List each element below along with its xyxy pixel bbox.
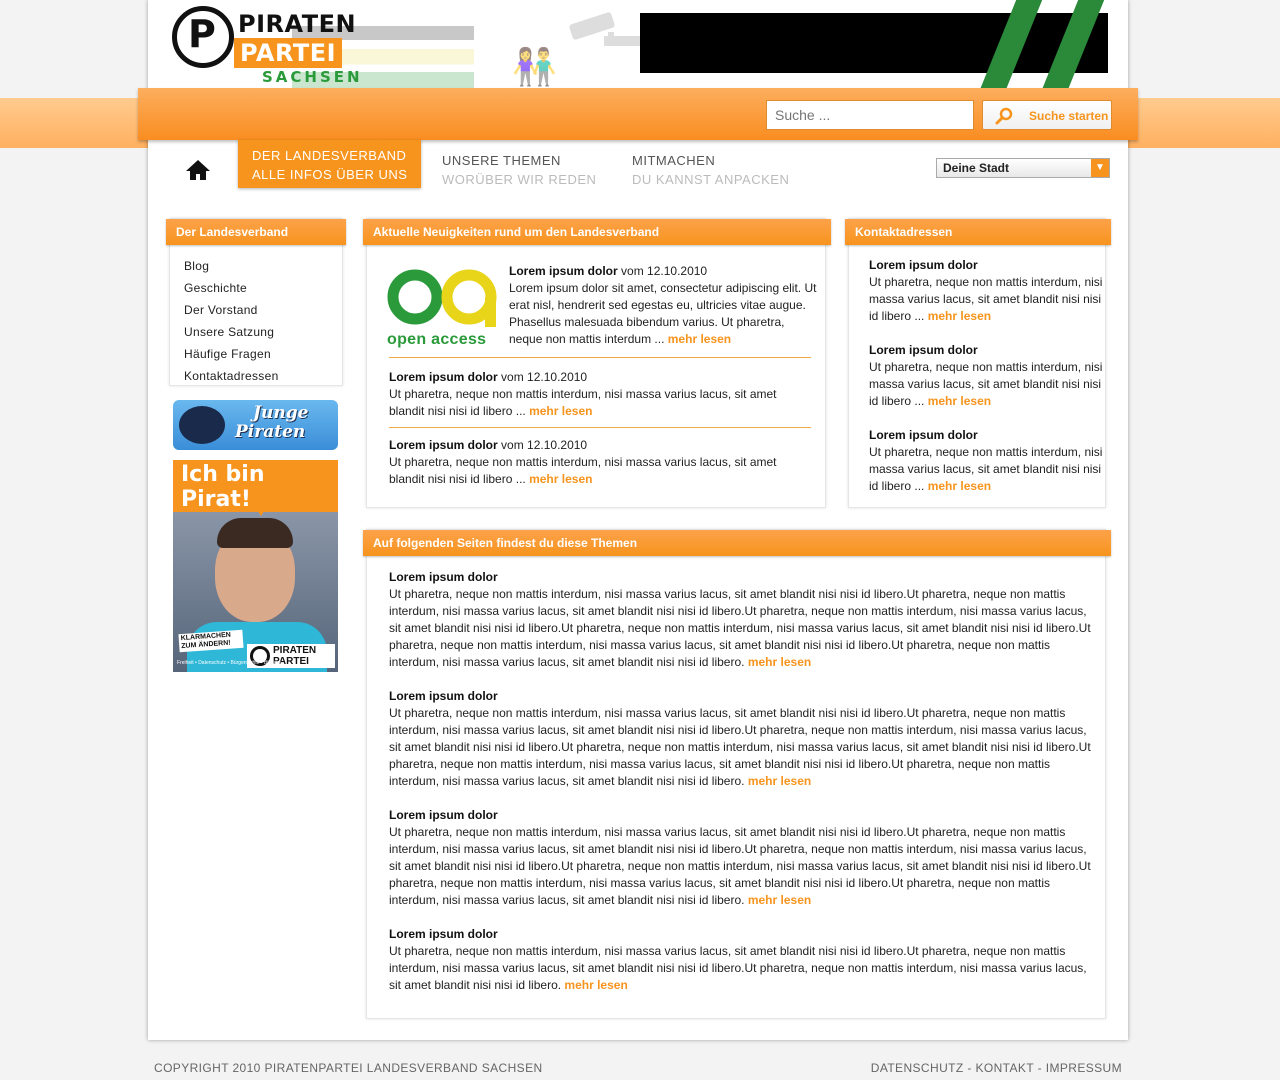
contact-text: Ut pharetra, neque non mattis interdum, nisi massa varius lacus, sit amet blandit nisi nisi id libero ...	[869, 275, 1103, 323]
logo-text-sachsen: SACHSEN	[262, 68, 363, 86]
sidebar-item-kontaktadressen[interactable]: Kontaktadressen	[184, 369, 279, 383]
open-access-text: open access	[387, 331, 487, 348]
contacts-title: Kontaktadressen	[845, 219, 1111, 245]
themes-title: Auf folgenden Seiten findest du diese Themen	[363, 530, 1111, 556]
news-divider	[389, 427, 811, 428]
footer	[148, 1056, 1128, 1080]
klarmachen-sticker: KLARMACHEN ZUM ÄNDERN!	[178, 630, 243, 652]
search-toolbar	[138, 88, 1138, 140]
news-headline: Lorem ipsum dolor	[389, 370, 498, 384]
contact-headline: Lorem ipsum dolor	[869, 343, 978, 357]
piratenpartei-logo-line1: PIRATEN	[273, 645, 317, 656]
people-icon: 👫	[512, 46, 557, 87]
sidebar-item-blog[interactable]: Blog	[184, 259, 210, 273]
contact-headline: Lorem ipsum dolor	[869, 428, 978, 442]
nav-item-title: DER LANDESVERBAND	[252, 148, 407, 163]
read-more-link[interactable]: mehr lesen	[667, 332, 732, 346]
city-select-value: Deine Stadt	[943, 161, 1010, 175]
news-item	[389, 369, 809, 420]
logo-text-piraten: PIRATEN	[238, 10, 357, 38]
theme-item	[389, 688, 1099, 790]
pirate-flag-icon: P	[172, 6, 234, 68]
footer-links	[871, 1061, 1122, 1075]
news-item	[509, 263, 817, 348]
ich-bin-pirat-title: Ich bin Pirat!	[181, 462, 265, 512]
read-more-link[interactable]: mehr lesen	[564, 978, 628, 992]
news-headline: Lorem ipsum dolor	[509, 264, 618, 278]
news-title: Aktuelle Neuigkeiten rund um den Landesverband	[363, 219, 831, 245]
search-button-label: Suche starten	[1029, 109, 1109, 123]
nav-item-themen[interactable]	[428, 145, 610, 193]
surveillance-camera-icon	[564, 10, 644, 56]
nav-item-subtitle: WORÜBER WIR REDEN	[442, 172, 597, 187]
read-more-link[interactable]: mehr lesen	[529, 472, 593, 486]
sidebar-item-satzung[interactable]: Unsere Satzung	[184, 325, 275, 339]
open-access-logo	[387, 269, 497, 355]
junge-piraten-line2: Piraten	[235, 422, 306, 442]
theme-headline: Lorem ipsum dolor	[389, 570, 498, 584]
junge-piraten-text	[235, 404, 308, 442]
read-more-link[interactable]: mehr lesen	[747, 893, 812, 907]
news-divider	[389, 357, 811, 358]
search-button[interactable]	[982, 100, 1112, 130]
theme-text: Ut pharetra, neque non mattis interdum, nisi massa varius lacus, sit amet blandit nisi nisi id libero.Ut pharetra, neque non mattis interdum, nisi massa varius lacus, sit amet blandit nisi nisi id libero.Ut pharetra, neque non mattis interdum, nisi massa varius lacus, sit amet blandit nisi nisi id libero.	[389, 944, 1087, 992]
search-input[interactable]	[766, 100, 974, 130]
read-more-link[interactable]: mehr lesen	[927, 309, 992, 323]
home-icon[interactable]	[184, 158, 212, 182]
contact-text: Ut pharetra, neque non mattis interdum, nisi massa varius lacus, sit amet blandit nisi nisi id libero ...	[869, 445, 1103, 493]
theme-headline: Lorem ipsum dolor	[389, 927, 498, 941]
city-select[interactable]	[936, 158, 1110, 178]
contact-text: Ut pharetra, neque non mattis interdum, nisi massa varius lacus, sit amet blandit nisi nisi id libero ...	[869, 360, 1103, 408]
footer-link-datenschutz[interactable]: DATENSCHUTZ	[870, 1061, 964, 1075]
theme-text: Ut pharetra, neque non mattis interdum, nisi massa varius lacus, sit amet blandit nisi nisi id libero.Ut pharetra, neque non mattis interdum, nisi massa varius lacus, sit amet blandit nisi nisi id libero.Ut pharetra, neque non mattis interdum, nisi massa varius lacus, sit amet blandit nisi nisi id libero.Ut pharetra, neque non mattis interdum, nisi massa varius lacus, sit amet blandit nisi nisi id libero.Ut pharetra, neque non mattis interdum, nisi massa varius lacus, sit amet blandit nisi nisi id libero.Ut pharetra, neque non mattis interdum, nisi massa varius lacus, sit amet blandit nisi nisi id libero.	[389, 587, 1091, 669]
site-logo[interactable]	[172, 6, 363, 86]
sidebar-item-vorstand[interactable]: Der Vorstand	[184, 303, 258, 317]
header-banner-ad[interactable]	[640, 13, 1108, 73]
nav-item-title: UNSERE THEMEN	[442, 153, 561, 168]
piratenpartei-logo-line2: PARTEI	[273, 656, 309, 667]
nav-item-title: MITMACHEN	[632, 153, 716, 168]
junge-piraten-banner[interactable]	[173, 400, 338, 450]
sidebar-item-fragen[interactable]: Häufige Fragen	[184, 347, 271, 361]
news-text: Ut pharetra, neque non mattis interdum, nisi massa varius lacus, sit amet blandit nisi nisi id libero ...	[389, 387, 777, 418]
theme-headline: Lorem ipsum dolor	[389, 808, 498, 822]
ich-bin-pirat-banner[interactable]	[173, 460, 338, 672]
theme-item	[389, 926, 1099, 994]
portrait-hair	[217, 518, 293, 548]
news-date: vom 12.10.2010	[501, 370, 588, 384]
nav-item-subtitle: DU KANNST ANPACKEN	[632, 172, 790, 187]
nav-item-subtitle: ALLE INFOS ÜBER UNS	[252, 167, 408, 182]
junge-piraten-logo-icon	[179, 406, 225, 444]
footer-link-impressum[interactable]: IMPRESSUM	[1045, 1061, 1122, 1075]
news-date: vom 12.10.2010	[501, 438, 588, 452]
news-date: vom 12.10.2010	[621, 264, 708, 278]
nav-item-landesverband[interactable]	[238, 140, 421, 188]
news-item	[389, 437, 809, 488]
contact-item	[869, 427, 1105, 495]
copyright-text: COPYRIGHT 2010 PIRATENPARTEI LANDESVERBAND SACHSEN	[154, 1061, 543, 1075]
sidebar-item-geschichte[interactable]: Geschichte	[184, 281, 248, 295]
theme-text: Ut pharetra, neque non mattis interdum, nisi massa varius lacus, sit amet blandit nisi nisi id libero.Ut pharetra, neque non mattis interdum, nisi massa varius lacus, sit amet blandit nisi nisi id libero.Ut pharetra, neque non mattis interdum, nisi massa varius lacus, sit amet blandit nisi nisi id libero.Ut pharetra, neque non mattis interdum, nisi massa varius lacus, sit amet blandit nisi nisi id libero.Ut pharetra, neque non mattis interdum, nisi massa varius lacus, sit amet blandit nisi nisi id libero.Ut pharetra, neque non mattis interdum, nisi massa varius lacus, sit amet blandit nisi nisi id libero.	[389, 706, 1091, 788]
main-navigation	[148, 140, 1128, 200]
contact-headline: Lorem ipsum dolor	[869, 258, 978, 272]
logo-text-partei: PARTEI	[234, 38, 342, 68]
chevron-down-icon: ▼	[1091, 159, 1109, 177]
read-more-link[interactable]: mehr lesen	[927, 394, 992, 408]
contact-item	[869, 342, 1105, 410]
page-container	[148, 0, 1128, 1040]
news-box	[366, 218, 826, 508]
themes-box	[366, 529, 1106, 1019]
read-more-link[interactable]: mehr lesen	[747, 774, 812, 788]
sidebar-menu	[184, 255, 279, 387]
read-more-link[interactable]: mehr lesen	[927, 479, 992, 493]
theme-item	[389, 807, 1099, 909]
read-more-link[interactable]: mehr lesen	[747, 655, 812, 669]
news-text: Ut pharetra, neque non mattis interdum, nisi massa varius lacus, sit amet blandit nisi nisi id libero ...	[389, 455, 777, 486]
open-access-icon	[387, 269, 497, 329]
theme-headline: Lorem ipsum dolor	[389, 689, 498, 703]
nav-item-mitmachen[interactable]	[618, 145, 803, 193]
footer-separator: -	[963, 1061, 976, 1075]
search-icon	[995, 107, 1013, 125]
footer-link-kontakt[interactable]: KONTAKT	[975, 1061, 1034, 1075]
sidebar-title: Der Landesverband	[166, 219, 346, 245]
contact-item	[869, 257, 1105, 325]
banner-tagline: Freiheit • Datenschutz • Bürgerrechte • Bildung	[177, 660, 281, 666]
sidebar-box	[169, 218, 343, 386]
news-text: Lorem ipsum dolor sit amet, consectetur adipiscing elit. Ut erat nisl, hendrerit sed egestas eu, ultricies vitae augue. Phasellus malesuada bibendum varius. Ut pharetra, neque non mattis interdum ...	[509, 281, 817, 346]
read-more-link[interactable]: mehr lesen	[529, 404, 593, 418]
header	[148, 0, 1128, 90]
footer-separator: -	[1033, 1061, 1046, 1075]
news-headline: Lorem ipsum dolor	[389, 438, 498, 452]
theme-text: Ut pharetra, neque non mattis interdum, nisi massa varius lacus, sit amet blandit nisi nisi id libero.Ut pharetra, neque non mattis interdum, nisi massa varius lacus, sit amet blandit nisi nisi id libero.Ut pharetra, neque non mattis interdum, nisi massa varius lacus, sit amet blandit nisi nisi id libero.Ut pharetra, neque non mattis interdum, nisi massa varius lacus, sit amet blandit nisi nisi id libero.Ut pharetra, neque non mattis interdum, nisi massa varius lacus, sit amet blandit nisi nisi id libero.Ut pharetra, neque non mattis interdum, nisi massa varius lacus, sit amet blandit nisi nisi id libero.	[389, 825, 1091, 907]
contacts-box	[848, 218, 1106, 508]
junge-piraten-line1: Junge	[253, 403, 309, 423]
theme-item	[389, 569, 1099, 671]
